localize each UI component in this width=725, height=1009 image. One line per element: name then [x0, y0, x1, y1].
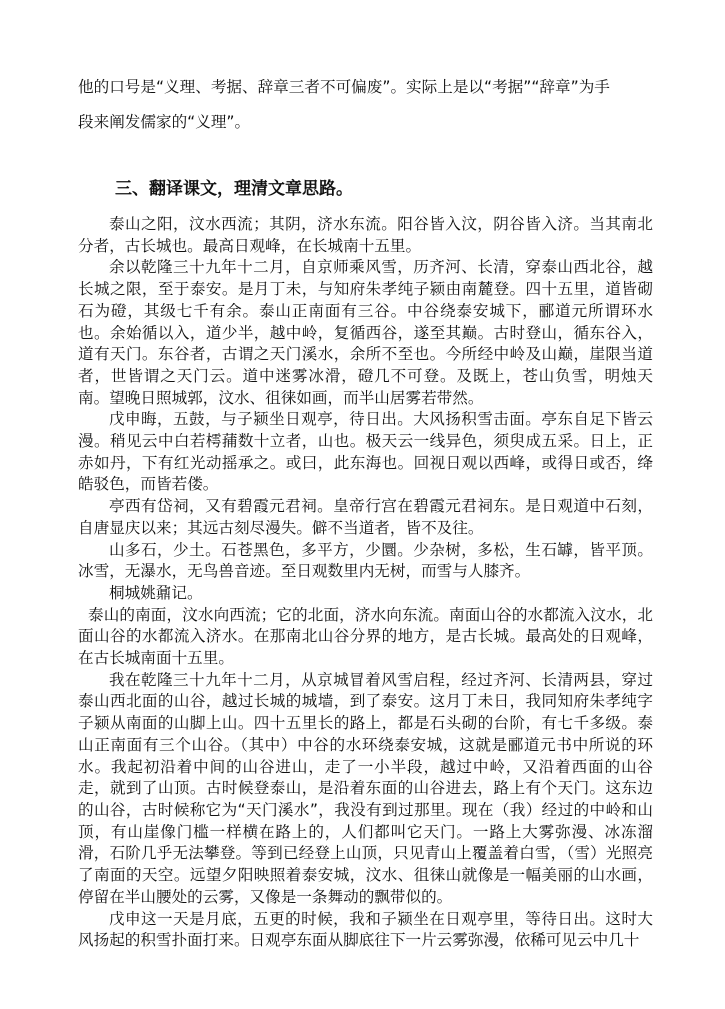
original-paragraph: 戊申晦，五鼓，与子颍坐日观亭，待日出。大风扬积雪击面。亭东自足下皆云漫。稍见云中白若樗蒱数十立者，山也。极天云一线异色，须臾成五采。日上，正赤如丹，下有红光动摇承之。或曰，此东海也。回视日观以西峰，或得日或否，绛皓驳色，而皆若偻。: [78, 410, 653, 494]
translation-paragraph: 泰山的南面，汶水向西流；它的北面，济水向东流。南面山谷的水都流入汶水，北面山谷的水都流入济水。在那南北山谷分界的地方，是古长城。最高处的日观峰，在古长城南面十五里。: [78, 605, 653, 668]
translation-paragraph: 戊申这一天是月底，五更的时候，我和子颍坐在日观亭里，等待日出。这时大风扬起的积雪扑面打来。日观亭东面从脚底往下一片云雾弥漫，依稀可见云中几十: [78, 909, 653, 950]
document-page: [78, 70, 653, 952]
original-paragraph: 山多石，少土。石苍黑色，多平方，少圜。少杂树，多松，生石罅，皆平顶。冰雪，无瀑水，无鸟兽音迹。至日观数里内无树，而雪与人膝齐。: [78, 540, 653, 581]
section-heading: 三、翻译课文，理清文章思路。: [115, 179, 353, 199]
author-signature: 桐城姚鼐记。: [109, 583, 203, 602]
translation-text: [78, 605, 653, 952]
original-paragraph: 亭西有岱祠，又有碧霞元君祠。皇帝行宫在碧霞元君祠东。是日观道中石刻，自唐显庆以来；其远古刻尽漫失。僻不当道者，皆不及往。: [78, 497, 653, 537]
intro-paragraph: [78, 70, 653, 140]
intro-line: 段来阐发儒家的“义理”。: [78, 113, 251, 131]
intro-line: 他的口号是“义理、考据、辞章三者不可偏废”。实际上是以“考据”“辞章”为手: [78, 78, 610, 96]
original-paragraph: 余以乾隆三十九年十二月，自京师乘风雪，历齐河、长清，穿泰山西北谷，越长城之限，至于泰安。是月丁未，与知府朱孝纯子颍由南麓登。四十五里，道皆砌石为磴，其级七千有余。泰山正南面有三谷。中谷绕泰安城下，郦道元所谓环水也。余始循以入，道少半，越中岭，复循西谷，遂至其巅。古时登山，循东谷入，道有天门。东谷者，古谓之天门溪水，余所不至也。今所经中岭及山巅，崖限当道者，世皆谓之天门云。道中迷雾冰滑，磴几不可登。及既上，苍山负雪，明烛天南。望晚日照城郭，汶水、徂徕如画，而半山居雾若带然。: [78, 258, 653, 407]
original-text: [78, 214, 653, 605]
original-paragraph: 泰山之阳，汶水西流；其阴，济水东流。阳谷皆入汶，阴谷皆入济。当其南北分者，古长城也。最高日观峰，在长城南十五里。: [78, 215, 653, 255]
translation-paragraph: 我在乾隆三十九年十二月，从京城冒着风雪启程，经过齐河、长清两县，穿过泰山西北面的山谷，越过长城的城墙，到了泰安。这月丁未日，我同知府朱孝纯字子颍从南面的山脚上山。四十五里长的路上，都是石头砌的台阶，有七千多级。泰山正南面有三个山谷。（其中）中谷的水环绕泰安城，这就是郦道元书中所说的环水。我起初沿着中间的山谷进山，走了一小半段，越过中岭，又沿着西面的山谷走，就到了山顶。古时候登泰山，是沿着东面的山谷进去，路上有个天门。这东边的山谷，古时候称它为“天门溪水”，我没有到过那里。现在（我）经过的中岭和山顶，有山崖像门槛一样横在路上的，人们都叫它天门。一路上大雾弥漫、冰冻溜滑，石阶几乎无法攀登。等到已经登上山顶，只见青山上覆盖着白雪，（雪）光照亮了南面的天空。远望夕阳映照着泰安城，汶水、徂徕山就像是一幅美丽的山水画，停留在半山腰处的云雾，又像是一条舞动的飘带似的。: [78, 670, 653, 906]
